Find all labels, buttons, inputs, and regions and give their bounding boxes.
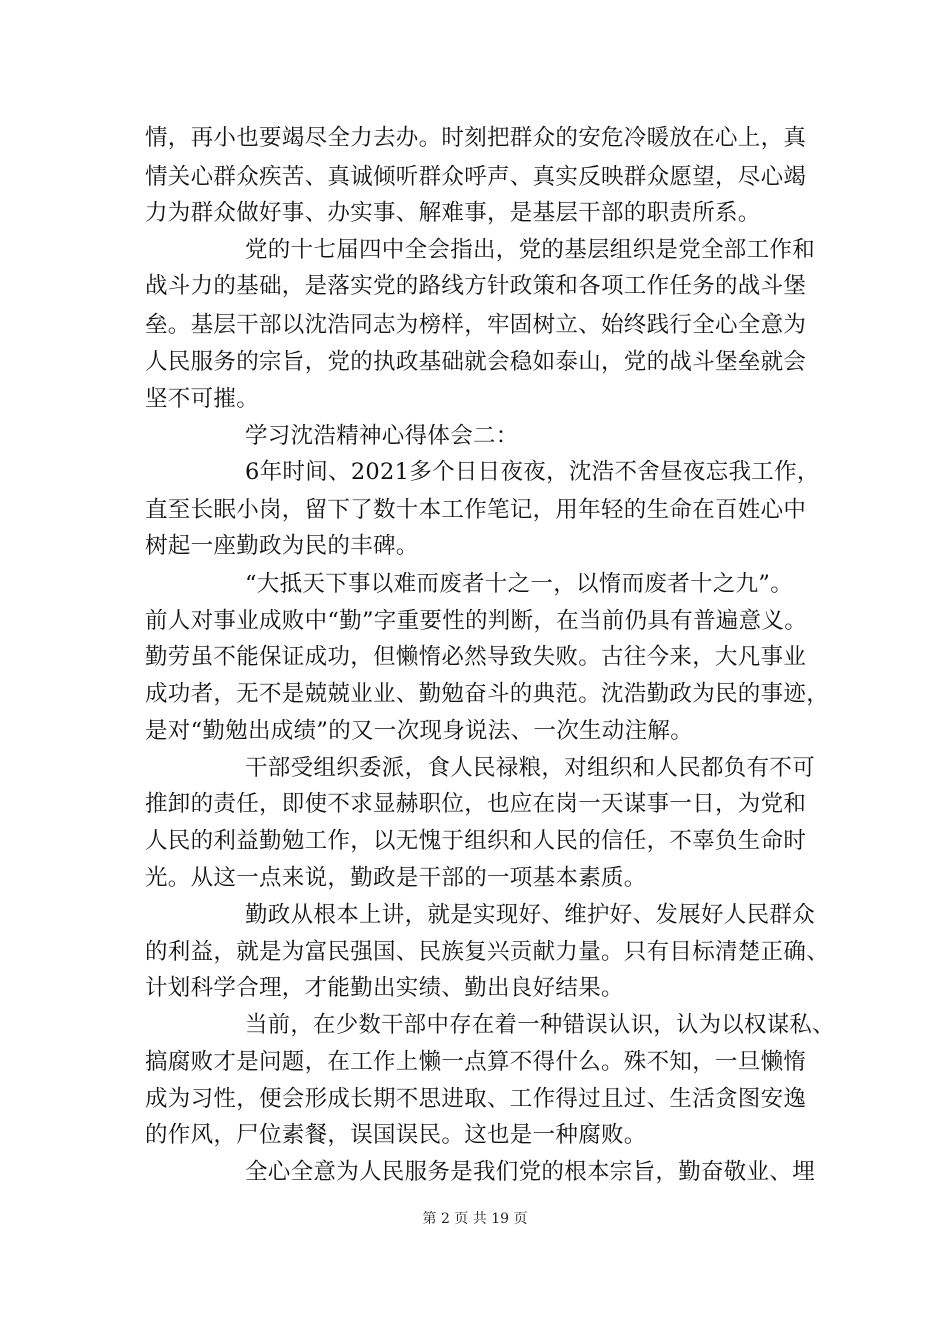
- text-line: 情关心群众疾苦、真诚倾听群众呼声、真实反映群众愿望，尽心竭: [145, 164, 807, 190]
- text-line: 6年时间、2021多个日日夜夜，沈浩不舍昼夜忘我工作，: [245, 459, 820, 485]
- text-line: 垒。基层干部以沈浩同志为榜样，牢固树立、始终践行全心全意为: [145, 312, 807, 338]
- text-line: 干部受组织委派，食人民禄粮，对组织和人民都负有不可: [245, 755, 816, 781]
- text-line: 力为群众做好事、办实事、解难事，是基层干部的职责所系。: [145, 200, 761, 226]
- text-line: 光。从这一点来说，勤政是干部的一项基本素质。: [145, 865, 647, 891]
- text-line: 的作风，尸位素餐，误国误民。这也是一种腐败。: [145, 1122, 647, 1148]
- text-line: 情，再小也要竭尽全力去办。时刻把群众的安危冷暖放在心上，真: [145, 125, 807, 151]
- text-line: 人民的利益勤勉工作，以无愧于组织和人民的信任，不辜负生命时: [145, 828, 807, 854]
- page-footer: [0, 1208, 950, 1228]
- text-line: 是对“勤勉出成绩”的又一次现身说法、一次生动注解。: [145, 718, 694, 744]
- text-line: 坚不可摧。: [145, 386, 260, 412]
- text-line: 勤劳虽不能保证成功，但懒惰必然导致失败。古往今来，大凡事业: [145, 644, 807, 670]
- text-line: 树起一座勤政为民的丰碑。: [145, 533, 419, 559]
- text-line: 直至长眠小岗，留下了数十本工作笔记，用年轻的生命在百姓心中: [145, 497, 807, 523]
- text-line: 全心全意为人民服务是我们党的根本宗旨，勤奋敬业、埋: [245, 1159, 816, 1185]
- text-line: 当前，在少数干部中存在着一种错误认识，认为以权谋私、: [245, 1012, 835, 1038]
- section-heading: 学习沈浩精神心得体会二：: [245, 423, 519, 449]
- text-line: 推卸的责任，即使不求显赫职位，也应在岗一天谋事一日，为党和: [145, 791, 807, 817]
- text-line: 搞腐败才是问题，在工作上懒一点算不得什么。殊不知，一旦懒惰: [145, 1049, 807, 1075]
- text-line: 人民服务的宗旨，党的执政基础就会稳如泰山，党的战斗堡垒就会: [145, 349, 807, 375]
- text-line: “大抵天下事以难而废者十之一，以惰而废者十之九”。: [245, 571, 794, 597]
- page-number: 第 2 页 共 19 页: [422, 1211, 528, 1227]
- text-line: 党的十七届四中全会指出，党的基层组织是党全部工作和: [245, 237, 816, 263]
- text-line: 勤政从根本上讲，就是实现好、维护好、发展好人民群众: [245, 902, 816, 928]
- text-line: 成功者，无不是兢兢业业、勤勉奋斗的典范。沈浩勤政为民的事迹，: [145, 681, 830, 707]
- text-line: 前人对事业成败中“勤”字重要性的判断，在当前仍具有普遍意义。: [145, 608, 808, 634]
- text-line: 成为习性，便会形成长期不思进取、工作得过且过、生活贪图安逸: [145, 1086, 807, 1112]
- text-line: 的利益，就是为富民强国、民族复兴贡献力量。只有目标清楚正确、: [145, 939, 830, 965]
- text-line: 计划科学合理，才能勤出实绩、勤出良好结果。: [145, 975, 624, 1001]
- text-line: 战斗力的基础，是落实党的路线方针政策和各项工作任务的战斗堡: [145, 273, 807, 299]
